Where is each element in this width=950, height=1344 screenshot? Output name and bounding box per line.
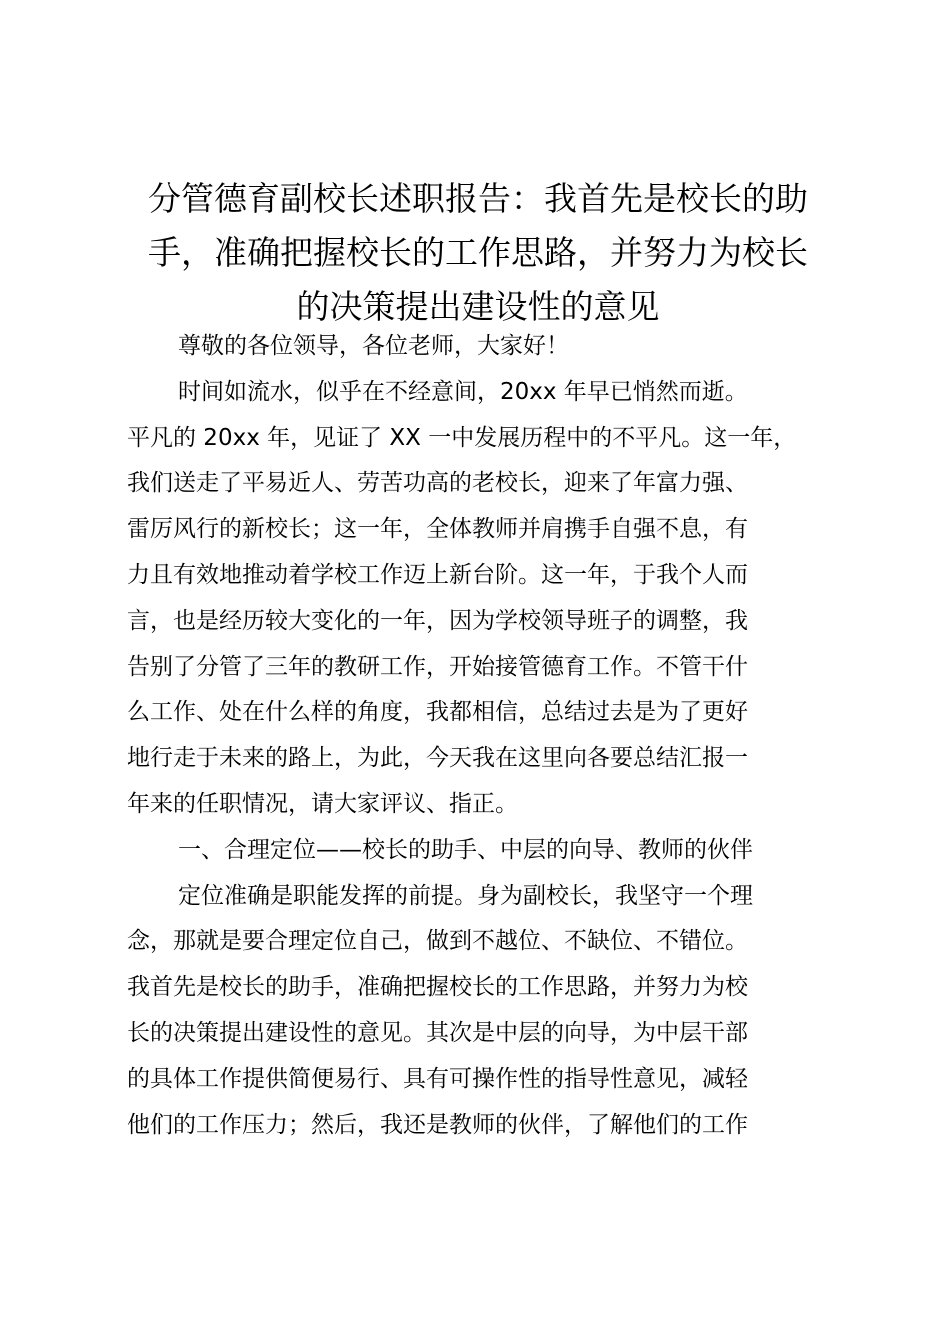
- paragraph-line: 言，也是经历较大变化的一年，因为学校领导班子的调整，我: [127, 607, 748, 634]
- section-heading: 一、合理定位——校长的助手、中层的向导、教师的伙伴: [178, 836, 753, 863]
- paragraph-line: 的具体工作提供简便易行、具有可操作性的指导性意见，减轻: [127, 1065, 748, 1092]
- paragraph-line: 长的决策提出建设性的意见。其次是中层的向导，为中层干部: [127, 1019, 748, 1046]
- paragraph-line: 么工作、处在什么样的角度，我都相信，总结过去是为了更好: [127, 699, 748, 726]
- paragraph-line: 年来的任职情况，请大家评议、指正。: [127, 790, 518, 817]
- document-body: [127, 324, 832, 1148]
- paragraph-line: 念，那就是要合理定位自己，做到不越位、不缺位、不错位。: [127, 928, 748, 955]
- paragraph-line: 雷厉风行的新校长；这一年，全体教师并肩携手自强不息，有: [127, 516, 748, 543]
- title-line: 手，准确把握校长的工作思路，并努力为校长: [148, 233, 808, 272]
- title-line: 的决策提出建设性的意见: [296, 287, 660, 326]
- paragraph-line: 力且有效地推动着学校工作迈上新台阶。这一年，于我个人而: [127, 561, 748, 588]
- paragraph-line: 他们的工作压力；然后，我还是教师的伙伴，了解他们的工作: [127, 1111, 748, 1138]
- paragraph-line: 告别了分管了三年的教研工作，开始接管德育工作。不管干什: [127, 653, 748, 680]
- paragraph-line: 平凡的 20xx 年，见证了 XX 一中发展历程中的不平凡。这一年，: [127, 424, 797, 451]
- greeting-line: 尊敬的各位领导，各位老师，大家好！: [178, 333, 569, 359]
- title-line: 分管德育副校长述职报告：我首先是校长的助: [148, 179, 808, 218]
- paragraph-line: 地行走于未来的路上，为此，今天我在这里向各要总结汇报一: [127, 745, 748, 772]
- document-title: [120, 172, 836, 334]
- paragraph-line: 我们送走了平易近人、劳苦功高的老校长，迎来了年富力强、: [127, 470, 748, 497]
- paragraph-line: 时间如流水，似乎在不经意间，20xx 年早已悄然而逝。: [178, 378, 748, 405]
- paragraph-line: 我首先是校长的助手，准确把握校长的工作思路，并努力为校: [127, 974, 748, 1001]
- paragraph-line: 定位准确是职能发挥的前提。身为副校长，我坚守一个理: [178, 882, 753, 909]
